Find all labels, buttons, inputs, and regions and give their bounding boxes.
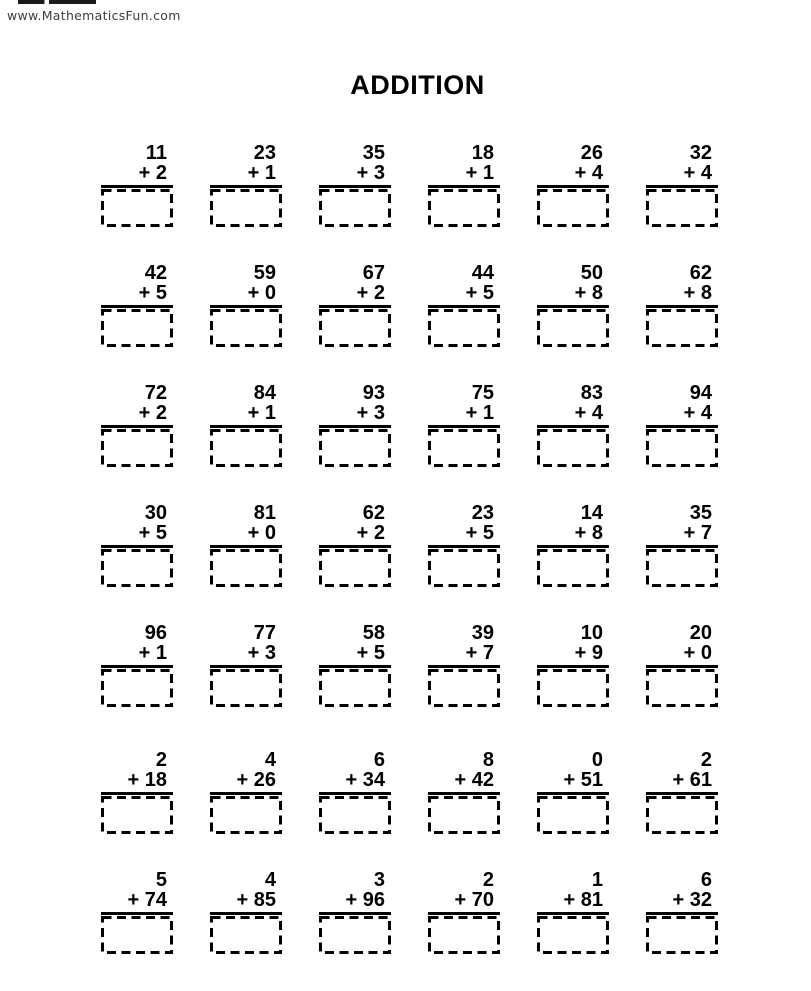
bottom-addend: + 0 bbox=[247, 522, 276, 544]
top-addend: 8 bbox=[482, 749, 494, 771]
addition-problem bbox=[537, 383, 609, 467]
answer-box[interactable] bbox=[646, 189, 718, 227]
equals-line bbox=[210, 305, 282, 308]
top-addend: 3 bbox=[373, 869, 385, 891]
bottom-addend: + 32 bbox=[672, 889, 712, 911]
bottom-addend: + 4 bbox=[683, 162, 712, 184]
addition-problem bbox=[428, 263, 500, 347]
equals-line bbox=[319, 305, 391, 308]
answer-box[interactable] bbox=[210, 309, 282, 347]
bottom-addend: + 3 bbox=[247, 642, 276, 664]
top-addend: 6 bbox=[700, 869, 712, 891]
worksheet-row bbox=[101, 263, 718, 347]
equals-line bbox=[101, 185, 173, 188]
equals-line bbox=[319, 425, 391, 428]
top-addend: 96 bbox=[144, 622, 167, 644]
worksheet-row bbox=[101, 623, 718, 707]
top-addend: 58 bbox=[362, 622, 385, 644]
top-addend: 94 bbox=[689, 382, 712, 404]
addition-problem bbox=[428, 623, 500, 707]
addition-problem bbox=[646, 750, 718, 834]
equals-line bbox=[537, 792, 609, 795]
top-addend: 2 bbox=[155, 749, 167, 771]
bottom-addend: + 0 bbox=[247, 282, 276, 304]
answer-box[interactable] bbox=[101, 916, 173, 954]
answer-box[interactable] bbox=[101, 429, 173, 467]
top-addend: 67 bbox=[362, 262, 385, 284]
bottom-addend: + 2 bbox=[356, 522, 385, 544]
equals-line bbox=[319, 665, 391, 668]
top-addend: 77 bbox=[253, 622, 276, 644]
bottom-addend: + 5 bbox=[465, 522, 494, 544]
bottom-addend: + 96 bbox=[345, 889, 385, 911]
answer-box[interactable] bbox=[428, 796, 500, 834]
bottom-addend: + 26 bbox=[236, 769, 276, 791]
top-addend: 44 bbox=[471, 262, 494, 284]
equals-line bbox=[537, 305, 609, 308]
addition-problem bbox=[646, 503, 718, 587]
addition-problem bbox=[319, 750, 391, 834]
answer-box[interactable] bbox=[319, 549, 391, 587]
equals-line bbox=[646, 792, 718, 795]
answer-box[interactable] bbox=[537, 309, 609, 347]
answer-box[interactable] bbox=[101, 549, 173, 587]
addition-problem bbox=[210, 870, 282, 954]
answer-box[interactable] bbox=[101, 796, 173, 834]
top-addend: 32 bbox=[689, 142, 712, 164]
addition-problem bbox=[537, 143, 609, 227]
addition-problem bbox=[319, 383, 391, 467]
equals-line bbox=[101, 305, 173, 308]
answer-box[interactable] bbox=[319, 796, 391, 834]
worksheet-row bbox=[101, 503, 718, 587]
answer-box[interactable] bbox=[210, 429, 282, 467]
addition-problem bbox=[646, 383, 718, 467]
top-addend: 59 bbox=[253, 262, 276, 284]
top-addend: 35 bbox=[689, 502, 712, 524]
top-addend: 26 bbox=[580, 142, 603, 164]
top-addend: 30 bbox=[144, 502, 167, 524]
equals-line bbox=[210, 792, 282, 795]
worksheet-row bbox=[101, 143, 718, 227]
bottom-addend: + 0 bbox=[683, 642, 712, 664]
equals-line bbox=[646, 185, 718, 188]
equals-line bbox=[210, 185, 282, 188]
addition-problem bbox=[646, 870, 718, 954]
addition-problem bbox=[210, 503, 282, 587]
top-addend: 5 bbox=[155, 869, 167, 891]
top-addend: 50 bbox=[580, 262, 603, 284]
answer-box[interactable] bbox=[537, 549, 609, 587]
addition-problem bbox=[646, 263, 718, 347]
addition-problem bbox=[101, 503, 173, 587]
bottom-addend: + 8 bbox=[574, 522, 603, 544]
answer-box[interactable] bbox=[428, 916, 500, 954]
equals-line bbox=[210, 545, 282, 548]
top-addend: 72 bbox=[144, 382, 167, 404]
addition-problem bbox=[101, 383, 173, 467]
equals-line bbox=[646, 665, 718, 668]
addition-problem bbox=[319, 263, 391, 347]
bottom-addend: + 1 bbox=[247, 162, 276, 184]
site-url-text: www.MathematicsFun.com bbox=[7, 8, 181, 23]
answer-box[interactable] bbox=[646, 916, 718, 954]
answer-box[interactable] bbox=[537, 189, 609, 227]
addition-problem bbox=[537, 870, 609, 954]
bottom-addend: + 51 bbox=[563, 769, 603, 791]
top-edge-print-artifact bbox=[18, 0, 96, 4]
addition-problem bbox=[428, 750, 500, 834]
top-addend: 39 bbox=[471, 622, 494, 644]
bottom-addend: + 7 bbox=[465, 642, 494, 664]
equals-line bbox=[537, 425, 609, 428]
equals-line bbox=[210, 425, 282, 428]
bottom-addend: + 3 bbox=[356, 162, 385, 184]
bottom-addend: + 9 bbox=[574, 642, 603, 664]
answer-box[interactable] bbox=[319, 916, 391, 954]
top-addend: 42 bbox=[144, 262, 167, 284]
addition-problem bbox=[101, 870, 173, 954]
equals-line bbox=[428, 912, 500, 915]
answer-box[interactable] bbox=[646, 669, 718, 707]
equals-line bbox=[428, 305, 500, 308]
top-addend: 83 bbox=[580, 382, 603, 404]
top-addend: 23 bbox=[471, 502, 494, 524]
bottom-addend: + 70 bbox=[454, 889, 494, 911]
addition-problem bbox=[319, 870, 391, 954]
answer-box[interactable] bbox=[428, 429, 500, 467]
bottom-addend: + 5 bbox=[465, 282, 494, 304]
bottom-addend: + 1 bbox=[465, 162, 494, 184]
answer-box[interactable] bbox=[101, 309, 173, 347]
equals-line bbox=[319, 185, 391, 188]
answer-box[interactable] bbox=[210, 669, 282, 707]
top-addend: 11 bbox=[145, 142, 167, 164]
bottom-addend: + 5 bbox=[138, 282, 167, 304]
bottom-addend: + 4 bbox=[683, 402, 712, 424]
answer-box[interactable] bbox=[319, 429, 391, 467]
addition-problem bbox=[537, 263, 609, 347]
answer-box[interactable] bbox=[537, 429, 609, 467]
answer-box[interactable] bbox=[101, 189, 173, 227]
top-addend: 23 bbox=[253, 142, 276, 164]
bottom-addend: + 4 bbox=[574, 162, 603, 184]
addition-problem bbox=[428, 143, 500, 227]
equals-line bbox=[428, 545, 500, 548]
top-addend: 18 bbox=[471, 142, 494, 164]
addition-problem bbox=[101, 263, 173, 347]
addition-problem bbox=[210, 750, 282, 834]
bottom-addend: + 5 bbox=[138, 522, 167, 544]
answer-box[interactable] bbox=[537, 796, 609, 834]
equals-line bbox=[101, 425, 173, 428]
addition-problem bbox=[537, 750, 609, 834]
addition-problem bbox=[537, 623, 609, 707]
worksheet-row bbox=[101, 870, 718, 954]
answer-box[interactable] bbox=[319, 189, 391, 227]
addition-problem bbox=[319, 623, 391, 707]
equals-line bbox=[319, 545, 391, 548]
answer-box[interactable] bbox=[319, 309, 391, 347]
top-addend: 84 bbox=[253, 382, 276, 404]
bottom-addend: + 7 bbox=[683, 522, 712, 544]
equals-line bbox=[101, 665, 173, 668]
equals-line bbox=[210, 665, 282, 668]
bottom-addend: + 8 bbox=[574, 282, 603, 304]
bottom-addend: + 1 bbox=[247, 402, 276, 424]
worksheet-row bbox=[101, 383, 718, 467]
top-addend: 0 bbox=[591, 749, 603, 771]
top-addend: 20 bbox=[689, 622, 712, 644]
addition-problem bbox=[319, 503, 391, 587]
bottom-addend: + 2 bbox=[138, 402, 167, 424]
answer-box[interactable] bbox=[646, 796, 718, 834]
top-addend: 4 bbox=[264, 749, 276, 771]
bottom-addend: + 1 bbox=[138, 642, 167, 664]
top-addend: 93 bbox=[362, 382, 385, 404]
answer-box[interactable] bbox=[101, 669, 173, 707]
addition-problem bbox=[646, 623, 718, 707]
bottom-addend: + 4 bbox=[574, 402, 603, 424]
equals-line bbox=[319, 792, 391, 795]
equals-line bbox=[101, 545, 173, 548]
bottom-addend: + 2 bbox=[138, 162, 167, 184]
addition-problem bbox=[210, 623, 282, 707]
top-addend: 2 bbox=[482, 869, 494, 891]
equals-line bbox=[428, 665, 500, 668]
addition-problem bbox=[537, 503, 609, 587]
bottom-addend: + 34 bbox=[345, 769, 385, 791]
addition-problem bbox=[428, 383, 500, 467]
answer-box[interactable] bbox=[537, 669, 609, 707]
top-addend: 10 bbox=[580, 622, 603, 644]
answer-box[interactable] bbox=[210, 549, 282, 587]
equals-line bbox=[428, 425, 500, 428]
equals-line bbox=[537, 912, 609, 915]
addition-problem bbox=[210, 143, 282, 227]
equals-line bbox=[319, 912, 391, 915]
bottom-addend: + 74 bbox=[127, 889, 167, 911]
top-addend: 1 bbox=[591, 869, 603, 891]
bottom-addend: + 81 bbox=[563, 889, 603, 911]
equals-line bbox=[646, 425, 718, 428]
answer-box[interactable] bbox=[646, 429, 718, 467]
bottom-addend: + 85 bbox=[236, 889, 276, 911]
answer-box[interactable] bbox=[537, 916, 609, 954]
bottom-addend: + 18 bbox=[127, 769, 167, 791]
equals-line bbox=[646, 545, 718, 548]
addition-problem bbox=[210, 263, 282, 347]
addition-problem bbox=[101, 143, 173, 227]
answer-box[interactable] bbox=[646, 309, 718, 347]
top-addend: 75 bbox=[471, 382, 494, 404]
equals-line bbox=[646, 305, 718, 308]
equals-line bbox=[210, 912, 282, 915]
answer-box[interactable] bbox=[428, 189, 500, 227]
worksheet-title: ADDITION bbox=[350, 70, 485, 100]
equals-line bbox=[428, 185, 500, 188]
bottom-addend: + 1 bbox=[465, 402, 494, 424]
top-addend: 2 bbox=[700, 749, 712, 771]
equals-line bbox=[646, 912, 718, 915]
bottom-addend: + 42 bbox=[454, 769, 494, 791]
answer-box[interactable] bbox=[428, 309, 500, 347]
equals-line bbox=[101, 912, 173, 915]
equals-line bbox=[537, 185, 609, 188]
answer-box[interactable] bbox=[646, 549, 718, 587]
addition-problem bbox=[101, 750, 173, 834]
answer-box[interactable] bbox=[428, 549, 500, 587]
addition-problem bbox=[428, 870, 500, 954]
bottom-addend: + 5 bbox=[356, 642, 385, 664]
top-addend: 14 bbox=[580, 502, 603, 524]
bottom-addend: + 2 bbox=[356, 282, 385, 304]
addition-problem bbox=[101, 623, 173, 707]
addition-problem bbox=[428, 503, 500, 587]
top-addend: 81 bbox=[253, 502, 276, 524]
equals-line bbox=[428, 792, 500, 795]
bottom-addend: + 3 bbox=[356, 402, 385, 424]
answer-box[interactable] bbox=[319, 669, 391, 707]
answer-box[interactable] bbox=[210, 916, 282, 954]
top-addend: 4 bbox=[264, 869, 276, 891]
addition-problem bbox=[646, 143, 718, 227]
equals-line bbox=[537, 665, 609, 668]
top-addend: 62 bbox=[689, 262, 712, 284]
worksheet-row bbox=[101, 750, 718, 834]
answer-box[interactable] bbox=[210, 796, 282, 834]
equals-line bbox=[101, 792, 173, 795]
addition-problem bbox=[210, 383, 282, 467]
problems-grid bbox=[101, 143, 718, 990]
bottom-addend: + 61 bbox=[672, 769, 712, 791]
top-addend: 6 bbox=[373, 749, 385, 771]
answer-box[interactable] bbox=[210, 189, 282, 227]
answer-box[interactable] bbox=[428, 669, 500, 707]
addition-problem bbox=[319, 143, 391, 227]
equals-line bbox=[537, 545, 609, 548]
top-addend: 62 bbox=[362, 502, 385, 524]
bottom-addend: + 8 bbox=[683, 282, 712, 304]
top-addend: 35 bbox=[362, 142, 385, 164]
